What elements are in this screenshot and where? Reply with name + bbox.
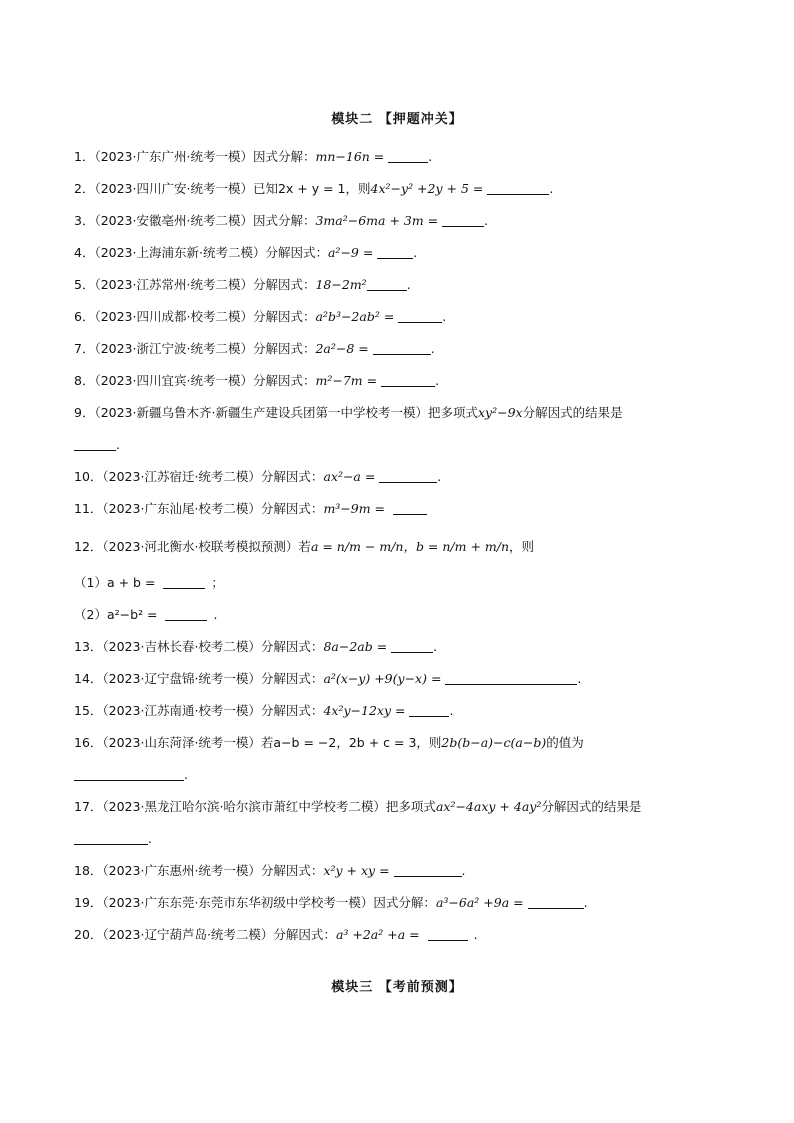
question-12-part-1: （1）a + b = ； [74, 575, 224, 590]
question-12-part-2: （2）a²−b² = . [74, 607, 218, 622]
answer-blank[interactable] [391, 640, 433, 653]
question-17-continuation: . [74, 830, 152, 848]
question-6: 6．（2023·四川成都·校考二模）分解因式：a²b³−2ab² = . [74, 309, 447, 324]
question-16: 16．（2023·山东菏泽·统考一模）若a−b = −2，2b + c = 3，则2b(b−a)−c(a−b)的值为 [74, 735, 584, 750]
question-16-continuation: . [74, 766, 188, 784]
answer-blank[interactable] [394, 864, 462, 877]
section-three-title: 模块三 【考前预测】 [331, 980, 463, 995]
answer-blank[interactable] [377, 246, 413, 259]
answer-blank[interactable] [74, 438, 116, 451]
question-1: 1．（2023·广东广州·统考一模）因式分解：mn−16n = . [74, 149, 433, 164]
question-9: 9．（2023·新疆乌鲁木齐·新疆生产建设兵团第一中学校考一模）把多项式xy²−9x分解因式的结果是 [74, 405, 623, 420]
question-19: 19．（2023·广东东莞·东莞市东华初级中学校考一模）因式分解：a³−6a² +9a = . [74, 895, 588, 910]
question-7: 7．（2023·浙江宁波·统考二模）分解因式：2a²−8 = . [74, 341, 435, 356]
question-17: 17．（2023·黑龙江哈尔滨·哈尔滨市萧红中学校考二模）把多项式ax²−4axy + 4ay²分解因式的结果是 [74, 799, 642, 814]
question-4: 4．（2023·上海浦东新·统考二模）分解因式：a²−9 = . [74, 245, 418, 260]
answer-blank[interactable] [428, 928, 468, 941]
question-15: 15．（2023·江苏南通·校考一模）分解因式：4x²y−12xy = . [74, 703, 454, 718]
answer-blank[interactable] [367, 278, 407, 291]
question-11: 11．（2023·广东汕尾·校考二模）分解因式：m³−9m = [74, 500, 427, 518]
question-12: 12．（2023·河北衡水·校联考模拟预测）若a = n/m − m/n，b = n/m + m/n，则 [74, 539, 535, 554]
answer-blank[interactable] [165, 608, 207, 621]
answer-blank[interactable] [528, 896, 584, 909]
answer-blank[interactable] [381, 374, 435, 387]
answer-blank[interactable] [398, 310, 442, 323]
answer-blank[interactable] [74, 832, 148, 845]
answer-blank[interactable] [442, 214, 484, 227]
question-9-continuation: . [74, 436, 120, 454]
question-5: 5．（2023·江苏常州·统考二模）分解因式：18−2m² . [74, 277, 411, 292]
section-two-title: 模块二 【押题冲关】 [331, 112, 463, 127]
question-3: 3．（2023·安徽亳州·统考二模）因式分解：3ma²−6ma + 3m = . [74, 213, 489, 228]
question-14: 14．（2023·辽宁盘锦·统考一模）分解因式：a²(x−y) +9(y−x) = . [74, 671, 582, 686]
question-8: 8．（2023·四川宜宾·统考一模）分解因式：m²−7m = . [74, 373, 440, 388]
answer-blank[interactable] [409, 704, 449, 717]
answer-blank[interactable] [388, 150, 428, 163]
answer-blank[interactable] [163, 576, 205, 589]
question-13: 13．（2023·吉林长春·校考二模）分解因式：8a−2ab = . [74, 639, 438, 654]
answer-blank[interactable] [393, 502, 427, 515]
question-2: 2．（2023·四川广安·统考一模）已知2x + y = 1，则4x²−y² +2y + 5 = . [74, 181, 554, 196]
question-18: 18．（2023·广东惠州·统考一模）分解因式：x²y + xy = . [74, 863, 466, 878]
question-20: 20．（2023·辽宁葫芦岛·统考二模）分解因式：a³ +2a² +a = . [74, 927, 478, 942]
question-10: 10．（2023·江苏宿迁·统考二模）分解因式：ax²−a = . [74, 469, 442, 484]
answer-blank[interactable] [445, 672, 577, 685]
answer-blank[interactable] [373, 342, 431, 355]
answer-blank[interactable] [74, 768, 184, 781]
answer-blank[interactable] [487, 182, 549, 195]
answer-blank[interactable] [379, 470, 437, 483]
